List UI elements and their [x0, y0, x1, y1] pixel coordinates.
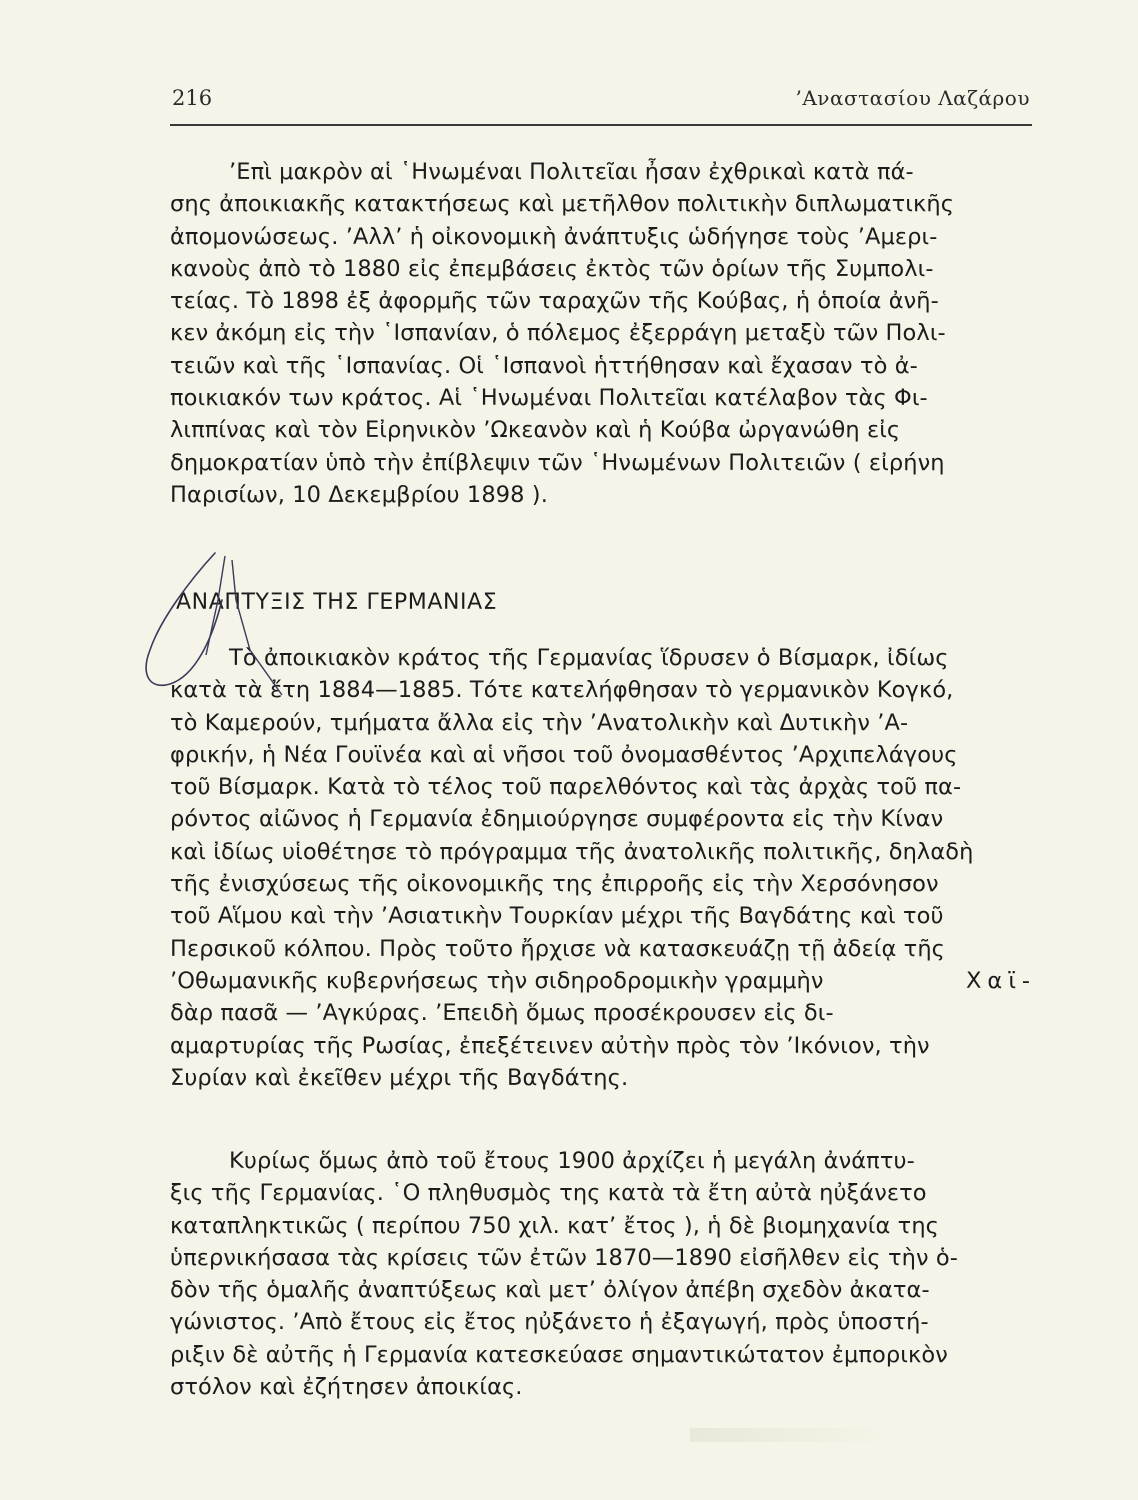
- text-line: [170, 965, 1036, 997]
- text-line: δὸν τῆς ὁμαλῆς ἀναπτύξεως καὶ μετ’ ὀλίγον ἀπέβη σχεδὸν ἀκατα-: [170, 1277, 930, 1304]
- header-rule: [170, 124, 1032, 126]
- text-line: καταπληκτικῶς ( περίπου 750 χιλ. κατ’ ἔτος ), ἡ δὲ βιομηχανία της: [170, 1212, 939, 1239]
- text-line: ποικιακόν των κράτος. Αἱ ῾Ηνωμέναι Πολιτεῖαι κατέλαβον τὰς Φι-: [170, 385, 928, 412]
- text-line: ριξιν δὲ αὐτῆς ἡ Γερμανία κατεσκεύασε σημαντικώτατον ἐμπορικὸν: [170, 1341, 948, 1368]
- text-line: αμαρτυρίας τῆς Ρωσίας, ἐπεξέτεινεν αὐτὴν πρὸς τὸν ’Ικόνιον, τὴν: [170, 1032, 930, 1059]
- text-line: δὰρ πασᾶ — ’Αγκύρας. ’Επειδὴ ὅμως προσέκρουσεν εἰς δι-: [170, 1000, 834, 1027]
- text-line: κανοὺς ἀπὸ τὸ 1880 εἰς ἐπεμβάσεις ἐκτὸς τῶν ὁρίων τῆς Συμπολι-: [170, 255, 934, 282]
- text-line: λιππίνας καὶ τὸν Εἰρηνικὸν ’Ωκεανὸν καὶ ἡ Κούβα ὠργανώθη εἰς: [170, 417, 901, 444]
- text-line: κατὰ τὰ ἔτη 1884—1885. Τότε κατελήφθησαν τὸ γερμανικὸν Κογκό,: [170, 677, 954, 704]
- paragraph-2: [170, 642, 1036, 1094]
- text-line: ἀπομονώσεως. ’Αλλ’ ἡ οἰκονομικὴ ἀνάπτυξις ὡδήγησε τοὺς ’Αμερι-: [170, 223, 938, 250]
- text-line: στόλον καὶ ἐζήτησεν ἀποικίας.: [170, 1374, 523, 1401]
- text-line: Κυρίως ὅμως ἀπὸ τοῦ ἔτους 1900 ἀρχίζει ἡ μεγάλη ἀνάπτυ-: [229, 1148, 915, 1174]
- text-line: ’Επὶ μακρὸν αἱ ῾Ηνωμέναι Πολιτεῖαι ἦσαν ἐχθρικαὶ κατὰ πά-: [229, 159, 914, 185]
- text-line: φρικήν, ἡ Νέα Γουϊνέα καὶ αἱ νῆσοι τοῦ ὀνομασθέντος ’Αρχιπελάγους: [170, 741, 958, 768]
- text-line: ξις τῆς Γερμανίας. ῾Ο πληθυσμὸς της κατὰ τὰ ἔτη αὐτὰ ηὐξάνετο: [170, 1180, 927, 1207]
- text-line: τείας. Τὸ 1898 ἐξ ἀφορμῆς τῶν ταραχῶν τῆς Κούβας, ἡ ὁποία ἀνῆ-: [170, 288, 939, 315]
- text-line: τοῦ Βίσμαρκ. Κατὰ τὸ τέλος τοῦ παρελθόντος καὶ τὰς ἀρχὰς τοῦ πα-: [170, 774, 962, 801]
- text-line: Παρισίων, 10 Δεκεμβρίου 1898 ).: [170, 481, 548, 508]
- bleed-through-mark: [690, 1428, 890, 1442]
- text-line: σης ἀποικιακῆς κατακτήσεως καὶ μετῆλθον πολιτικὴν διπλωματικῆς: [170, 191, 955, 218]
- text-line: ὑπερνικήσασα τὰς κρίσεις τῶν ἐτῶν 1870—1890 εἰσῆλθεν εἰς τὴν ὁ-: [170, 1244, 958, 1271]
- text-line: γώνιστος. ’Απὸ ἔτους εἰς ἔτος ηὐξάνετο ἡ ἐξαγωγή, πρὸς ὑποστή-: [170, 1309, 929, 1336]
- text-line: ρόντος αἰῶνος ἡ Γερμανία ἐδημιούργησε συμφέροντα εἰς τὴν Κίναν: [170, 806, 944, 833]
- section-heading: ΑΝΑΠΤΥΞΙΣ ΤΗΣ ΓΕΡΜΑΝΙΑΣ: [176, 590, 498, 615]
- text-line: τειῶν καὶ τῆς ῾Ισπανίας. Οἱ ῾Ισπανοὶ ἡττήθησαν καὶ ἔχασαν τὸ ἀ-: [170, 352, 918, 379]
- spaced-word: Χαϊ-: [966, 967, 1036, 994]
- paragraph-3: [170, 1145, 1036, 1403]
- text-line: τοῦ Αἵμου καὶ τὴν ’Ασιατικὴν Τουρκίαν μέχρι τῆς Βαγδάτης καὶ τοῦ: [170, 903, 944, 930]
- text-line: καὶ ἰδίως υἱοθέτησε τὸ πρόγραμμα τῆς ἀνατολικῆς πολιτικῆς, δηλαδὴ: [170, 838, 974, 865]
- text-line: τὸ Καμερούν, τμήματα ἄλλα εἰς τὴν ’Ανατολικὴν καὶ Δυτικὴν ’Α-: [170, 709, 909, 736]
- text-line: Τὸ ἀποικιακὸν κράτος τῆς Γερμανίας ἵδρυσεν ὁ Βίσμαρκ, ἰδίως: [229, 645, 949, 671]
- text-segment: ’Οθωμανικῆς κυβερνήσεως τὴν σιδηροδρομικὴν γραμμὴν: [170, 967, 824, 994]
- page-number: 216: [172, 86, 213, 110]
- text-line: Περσικοῦ κόλπου. Πρὸς τοῦτο ἤρχισε νὰ κατασκευάζῃ τῇ ἀδείᾳ τῆς: [170, 935, 945, 962]
- text-line: δημοκρατίαν ὑπὸ τὴν ἐπίβλεψιν τῶν ῾Ηνωμένων Πολιτειῶν ( εἰρήνη: [170, 449, 945, 476]
- text-line: κεν ἀκόμη εἰς τὴν ῾Ισπανίαν, ὁ πόλεμος ἐξερράγη μεταξὺ τῶν Πολι-: [170, 320, 946, 347]
- page-header: [0, 0, 1138, 130]
- text-line: τῆς ἐνισχύσεως τῆς οἰκονομικῆς της ἐπιρροῆς εἰς τὴν Χερσόνησον: [170, 871, 939, 898]
- paragraph-1: [170, 156, 1036, 511]
- running-title: ’Αναστασίου Λαζάρου: [795, 86, 1030, 110]
- text-line: Συρίαν καὶ ἐκεῖθεν μέχρι τῆς Βαγδάτης.: [170, 1064, 629, 1091]
